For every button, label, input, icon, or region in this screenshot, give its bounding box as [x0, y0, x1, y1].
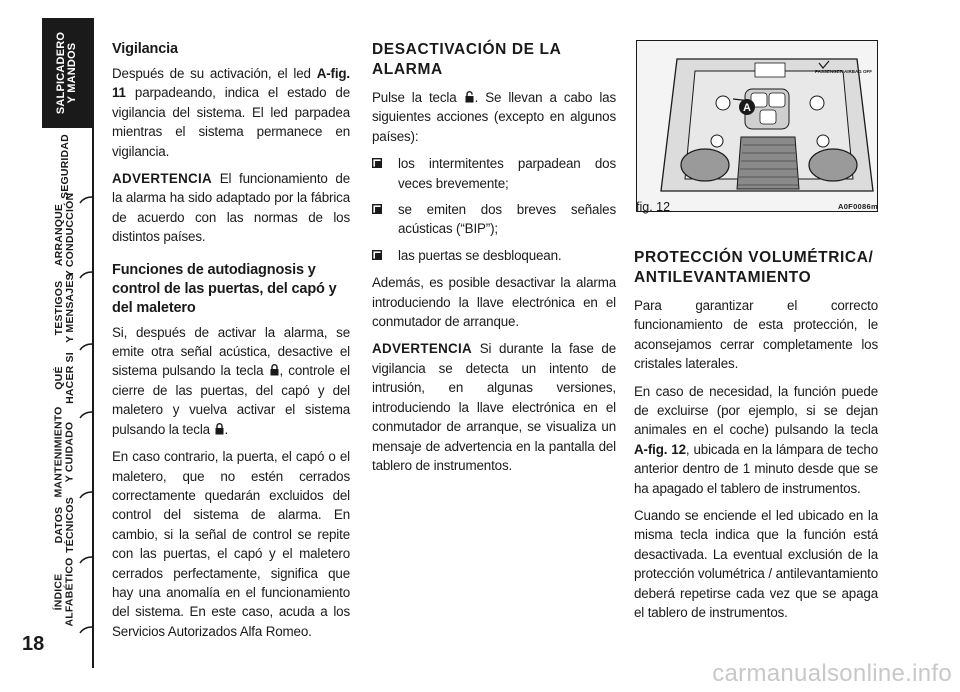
list-item: los intermitentes parpadean dos veces brevemente; — [372, 154, 616, 193]
column-3 — [634, 248, 878, 631]
checkbox-bullet-icon — [372, 158, 382, 168]
tab-separators — [0, 0, 100, 692]
lock-icon — [270, 364, 279, 376]
tab-label: TESTIGOS Y MENSAJES — [53, 273, 76, 343]
tab-label: QUÉ HACER SI — [53, 352, 76, 404]
vigilancia-heading: Vigilancia — [112, 41, 178, 57]
page-number: 18 — [22, 633, 45, 655]
proteccion-heading: PROTECCIÓN VOLUMÉTRICA/ ANTILEVANTAMIENTO — [634, 249, 874, 286]
list-item: se emiten dos breves señales acústicas (“BIP”); — [372, 200, 616, 239]
column-1 — [112, 40, 350, 649]
vigilancia-paragraph: Después de su activación, el led A-fig. 11 parpadeando, indica el estado de vigilancia del sistema. El led parpadea mientras el sistema permanece en vigilancia. — [112, 66, 350, 159]
passenger-airbag-label: PASSENGER AIRBAG OFF — [815, 69, 873, 74]
figure-reference[interactable]: A-fig. 11 — [112, 66, 350, 101]
tab-label: MANTENIMIENTO Y CUIDADO — [53, 406, 77, 498]
figure-code: A0F0086m — [838, 202, 878, 211]
advertencia-keyword: ADVERTENCIA — [112, 171, 213, 187]
diagnosis-paragraph: Si, después de activar la alarma, se emite otra señal acústica, desactive el sistema pulsando la tecla , controle el cierre de las puertas, del capó y del maletero y vuelva activar el sistema pulsando la tecla . — [112, 324, 350, 437]
figure-caption: fig. 12 — [636, 200, 671, 214]
desactivacion-paragraph: Pulse la tecla . Se llevan a cabo las siguientes acciones (excepto en algunos países): — [372, 90, 616, 144]
tab-label: SEGURIDAD — [58, 133, 71, 199]
roof-lamp-illustration — [637, 41, 878, 212]
proteccion-paragraph-2: En caso de necesidad, la función puede de excluirse (por ejemplo, si se dejan animales en el coche) pulsando la tecla A-fig. 12, ubicada en la lámpara de techo anterior dentro de 1 minuto desde que se ha apagado el tablero de instrumentos. — [634, 383, 878, 496]
sidebar — [0, 0, 100, 692]
tab-label: DATOS TÉCNICOS — [53, 496, 77, 553]
advertencia-keyword: ADVERTENCIA — [372, 341, 473, 357]
figure-reference[interactable]: A-fig. 12 — [634, 441, 686, 457]
unlock-icon — [465, 91, 474, 103]
desactivacion-heading: DESACTIVACIÓN DE LA ALARMA — [372, 41, 561, 78]
checkbox-bullet-icon — [372, 250, 382, 260]
watermark: carmanualsonline.info — [712, 660, 952, 687]
checkbox-bullet-icon — [372, 204, 382, 214]
advertencia-paragraph: ADVERTENCIA Si durante la fase de vigilancia se detecta un intento de intrusión, en algunas versiones, introduciendo la llave electrónica en el conmutador de arranque, se visualiza un mensaje de advertencia en la pantalla del tablero de instrumentos. — [372, 341, 616, 473]
figure-12 — [636, 40, 878, 212]
proteccion-paragraph-1: Para garantizar el correcto funcionamiento de esta protección, le aconsejamos cerrar completamente los cristales laterales. — [634, 298, 878, 372]
advertencia-paragraph: ADVERTENCIA El funcionamiento de la alarma ha sido adaptado por la fábrica de acuerdo con las normas de los distintos países. — [112, 171, 350, 245]
column-2 — [372, 40, 616, 483]
tab-label: SALPICADERO Y MANDOS — [55, 31, 79, 115]
actions-list — [372, 154, 616, 265]
lock-icon — [215, 423, 224, 435]
list-item: las puertas se desbloquean. — [372, 246, 616, 265]
key-paragraph: Además, es posible desactivar la alarma introduciendo la llave electrónica en el conmutador de arranque. — [372, 275, 616, 330]
proteccion-paragraph-3: Cuando se enciende el led ubicado en la misma tecla indica que la función está desactivada. La eventual exclusión de la protección volumétrica / antilevantamiento deberá repetirse cada vez que se apaga el tablero de instrumentos. — [634, 508, 878, 621]
diagnosis-heading: Funciones de autodiagnosis y control de las puertas, del capó y del maletero — [112, 261, 337, 316]
tab-label: ÍNDICE ALFABÉTICO — [53, 557, 76, 627]
tab-label: ARRANQUE Y CONDUCCIÓN — [53, 192, 76, 277]
diagnosis-paragraph-2: En caso contrario, la puerta, el capó o el maletero, que no estén cerrados correctamente quedarán excluidos del control del sistema de alarma. En cambio, si la señal de control se repite con las puertas, el capó y el maletero cerrados perfectamente, significa que hay una anomalía en el funcionamiento del sistema. En este caso, acuda a los Servicios Autorizados Alfa Romeo. — [112, 449, 350, 639]
figure-marker-a: A — [743, 102, 751, 114]
